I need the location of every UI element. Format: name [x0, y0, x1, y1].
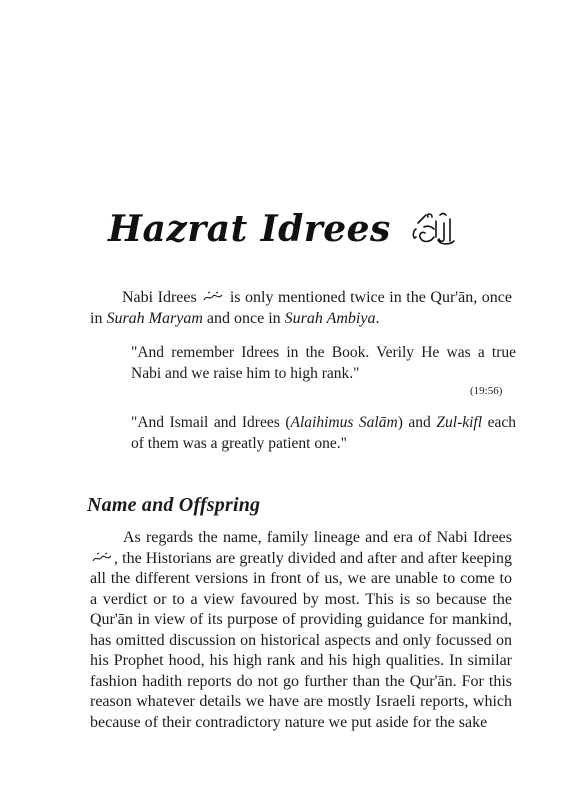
quote-reference: (19:56)	[470, 385, 503, 397]
arabic-honorific-icon	[410, 207, 458, 249]
surah-ambiya: Surah Ambiya	[284, 310, 376, 327]
quran-quote-1: "And remember Idrees in the Book. Verily He was a true Nabi and we raise him to high rank."	[131, 344, 516, 382]
honorific-mark-icon	[91, 552, 113, 564]
body-paragraph: As regards the name, family lineage and era of Nabi Idrees , the Historians are greatly divided and after and after keeping all the different versions in front of us, we are unable to come to a verdict or to a view favoured by most. This is so because the Qur'ān in view of its purpose of providing guidance for mankind, has omitted discussion on historical aspects and only focussed on his Prophet hood, his high rank and his high qualities. In similar fashion hadith reports do not go further than the Qur'ān. For this reason whatever details we have are mostly Israeli reports, which because of their contradictory nature we put aside for the sake	[90, 529, 512, 731]
surah-maryam: Surah Maryam	[106, 310, 203, 327]
honorific-mark-icon	[202, 291, 224, 303]
section-heading: Name and Offspring	[87, 494, 261, 516]
chapter-title: Hazrat Idrees	[108, 208, 391, 250]
chapter-title-block	[108, 201, 391, 257]
quran-quote-2: "And Ismail and Idrees (Alaihimus Salām) and Zul-kifl each of them was a greatly patient one."	[131, 414, 516, 452]
intro-paragraph: Nabi Idrees is only mentioned twice in the Qur'ān, once in Surah Maryam and once in Surah Ambiya.	[90, 289, 513, 327]
